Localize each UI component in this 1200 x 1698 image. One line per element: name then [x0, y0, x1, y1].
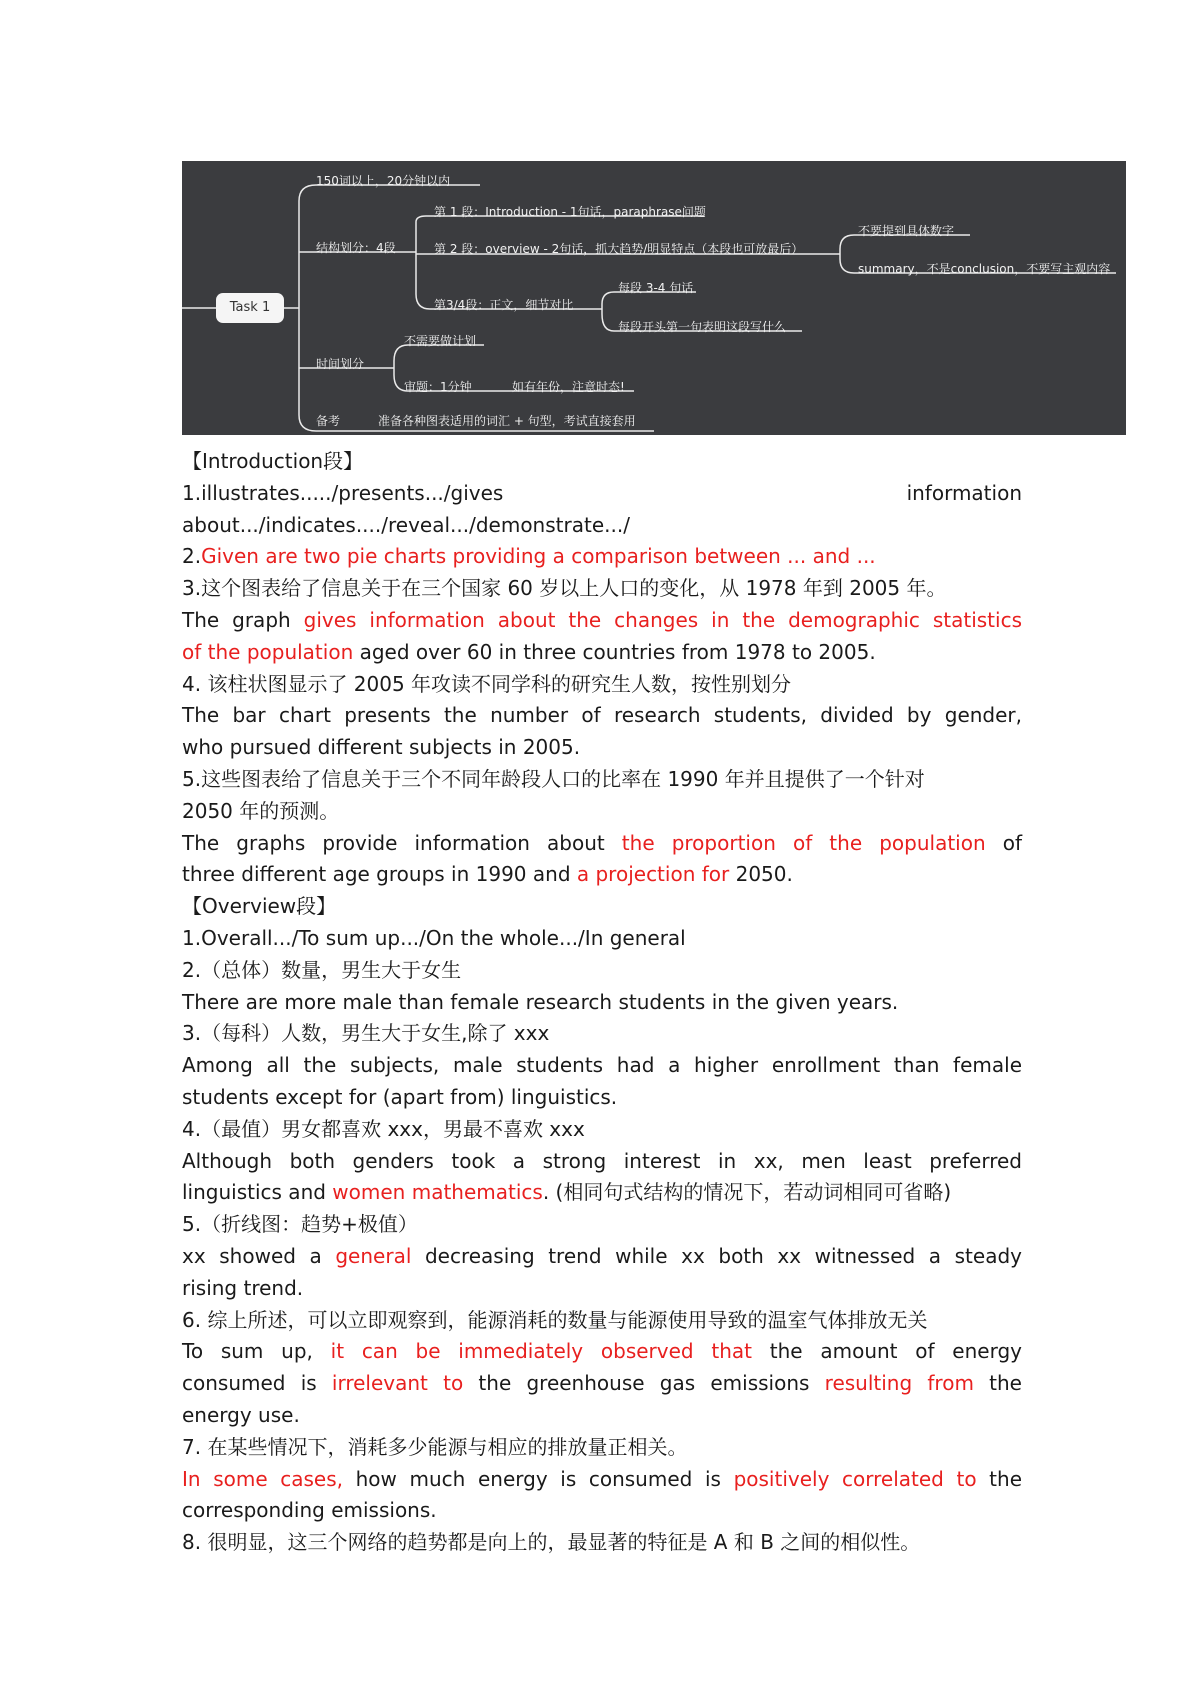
overview-line-4-zh: 4.（最值）男女都喜欢 xxx，男最不喜欢 xxx — [182, 1116, 585, 1141]
intro-text: The graph — [182, 607, 304, 632]
intro-line-5-zh-b: 2050 年的预测。 — [182, 798, 340, 823]
intro-highlight: Given are two pie charts providing a comparison between ... and ... — [201, 544, 876, 569]
intro-text: three different age groups in 1990 and — [182, 862, 577, 887]
overview-line-3-zh: 3.（每科）人数，男生大于女生,除了 xxx — [182, 1021, 550, 1046]
overview-line-7-zh: 7. 在某些情况下，消耗多少能源与相应的排放量正相关。 — [182, 1434, 688, 1459]
mindmap-node-prep: 备考 — [316, 414, 341, 428]
mindmap-root-node: Task 1 — [216, 293, 284, 323]
intro-line-4-zh: 4. 该柱状图显示了 2005 年攻读不同学科的研究生人数，按性别划分 — [182, 671, 792, 696]
overview-text: how much energy is consumed is — [343, 1466, 734, 1491]
intro-line-3-en-a — [182, 605, 1022, 637]
overview-line-6-zh: 6. 综上所述，可以立即观察到，能源消耗的数量与能源使用导致的温室气体排放无关 — [182, 1307, 928, 1332]
overview-line-5-zh: 5.（折线图：趋势+极值） — [182, 1212, 418, 1237]
overview-line-4-en-a: Although both genders took a strong interest in xx, men least preferred — [182, 1148, 1022, 1173]
overview-text: the — [973, 1371, 1022, 1396]
intro-line-4-en-b: who pursued different subjects in 2005. — [182, 735, 581, 760]
mindmap-node-sentences-each: 每段 3-4 句话 — [618, 281, 694, 295]
overview-line-6-en-c: energy use. — [182, 1402, 300, 1427]
mindmap-connectors — [182, 161, 1126, 435]
document-body — [182, 446, 1022, 1559]
overview-highlight: In some cases, — [182, 1466, 344, 1491]
intro-text: of — [985, 830, 1022, 855]
intro-text: aged over 60 in three countries from 1978 to 2005. — [353, 639, 876, 664]
mindmap-node-review: 审题：1分钟 — [404, 380, 472, 394]
overview-highlight: it can be immediately observed that — [330, 1339, 752, 1364]
intro-line-3-zh: 3.这个图表给了信息关于在三个国家 60 岁以上人口的变化，从 1978 年到 2005 年。 — [182, 576, 947, 601]
intro-line-5-en-a — [182, 828, 1022, 860]
overview-heading: 【Overview段】 — [182, 894, 337, 919]
overview-line-2-en: There are more male than female research students in the given years. — [182, 989, 899, 1014]
intro-highlight: a projection for — [576, 862, 730, 887]
overview-text: the amount of energy — [752, 1339, 1022, 1364]
overview-line-4-en-b — [182, 1177, 1022, 1209]
overview-line-8-zh: 8. 很明显，这三个网络的趋势都是向上的，最显著的特征是 A 和 B 之间的相似性。 — [182, 1530, 921, 1555]
overview-line-3-en-a: Among all the subjects, male students had a higher enrollment than female — [182, 1053, 1022, 1078]
overview-text: xx showed a — [182, 1243, 336, 1268]
mindmap-node-summary: summary，不是conclusion，不要写主观内容 — [858, 262, 1111, 276]
overview-line-7-en-a — [182, 1464, 1022, 1496]
overview-text: decreasing trend while xx both xx witnessed a steady — [411, 1243, 1022, 1268]
intro-heading: 【Introduction段】 — [182, 449, 364, 473]
overview-text: linguistics and — [182, 1180, 333, 1205]
overview-text: consumed is — [182, 1371, 332, 1396]
mindmap-node-paragraph34: 第3/4段：正文，细节对比 — [434, 298, 574, 312]
overview-line-6-en-b — [182, 1368, 1022, 1400]
overview-line-3-en-b: students except for (apart from) linguistics. — [182, 1084, 618, 1109]
mindmap-node-structure: 结构划分：4段 — [316, 241, 396, 255]
overview-line-1: 1.Overall.../To sum up.../On the whole.../In general — [182, 925, 686, 950]
overview-highlight: general — [335, 1243, 412, 1268]
mindmap-node-time: 时间划分 — [316, 357, 365, 371]
mindmap-node-paragraph2: 第 2 段：overview - 2句话，抓大趋势/明显特点（本段也可放最后） — [434, 242, 804, 256]
overview-highlight: irrelevant to — [331, 1371, 464, 1396]
overview-highlight: positively correlated to — [733, 1466, 977, 1491]
mindmap-node-word-limit: 150词以上，20分钟以内 — [316, 174, 451, 188]
overview-highlight: resulting from — [824, 1371, 974, 1396]
intro-line-4-en-a: The bar chart presents the number of research students, divided by gender, — [182, 703, 1022, 728]
intro-highlight: of the population — [182, 639, 354, 664]
overview-line-6-en-a — [182, 1336, 1022, 1368]
overview-line-5-en-a — [182, 1241, 1022, 1273]
overview-line-7-en-b: corresponding emissions. — [182, 1498, 437, 1523]
mindmap-node-no-plan: 不需要做计划 — [404, 334, 477, 348]
mindmap-node-year-tense: 如有年份，注意时态! — [512, 380, 625, 394]
intro-verbs: 1.illustrates...../presents.../gives — [182, 480, 504, 505]
intro-line-2 — [182, 541, 1022, 573]
overview-text: . (相同句式结构的情况下，若动词相同可省略) — [542, 1180, 952, 1205]
overview-text: the greenhouse gas emissions — [463, 1371, 825, 1396]
intro-line-3-en-b — [182, 637, 1022, 669]
task1-mindmap — [182, 161, 1126, 435]
intro-information-word: information — [906, 480, 1022, 505]
overview-text: To sum up, — [182, 1339, 331, 1364]
intro-line-1a — [182, 478, 1022, 510]
intro-line-1b: about.../indicates..../reveal.../demonstrate.../ — [182, 512, 630, 537]
intro-line-5-zh-a: 5.这些图表给了信息关于三个不同年龄段人口的比率在 1990 年并且提供了一个针对 — [182, 766, 925, 791]
intro-highlight: gives information about the changes in the demographic statistics — [303, 607, 1022, 632]
intro-text: The graphs provide information about — [182, 830, 622, 855]
overview-line-5-en-b: rising trend. — [182, 1275, 304, 1300]
mindmap-node-paragraph1: 第 1 段：Introduction - 1句话，paraphrase问题 — [434, 205, 706, 219]
intro-text: 2050. — [729, 862, 793, 887]
overview-line-2-zh: 2.（总体）数量，男生大于女生 — [182, 957, 462, 982]
overview-text: the — [976, 1466, 1022, 1491]
mindmap-node-first-sentence: 每段开头第一句表明这段写什么 — [618, 320, 787, 334]
mindmap-node-prep-desc: 准备各种图表适用的词汇 + 句型，考试直接套用 — [378, 414, 636, 428]
intro-item-number: 2. — [182, 544, 202, 569]
mindmap-node-no-numbers: 不要提到具体数字 — [858, 224, 955, 238]
intro-highlight: the proportion of the population — [621, 830, 986, 855]
overview-highlight: women mathematics — [332, 1180, 543, 1205]
intro-line-5-en-b — [182, 859, 1022, 891]
